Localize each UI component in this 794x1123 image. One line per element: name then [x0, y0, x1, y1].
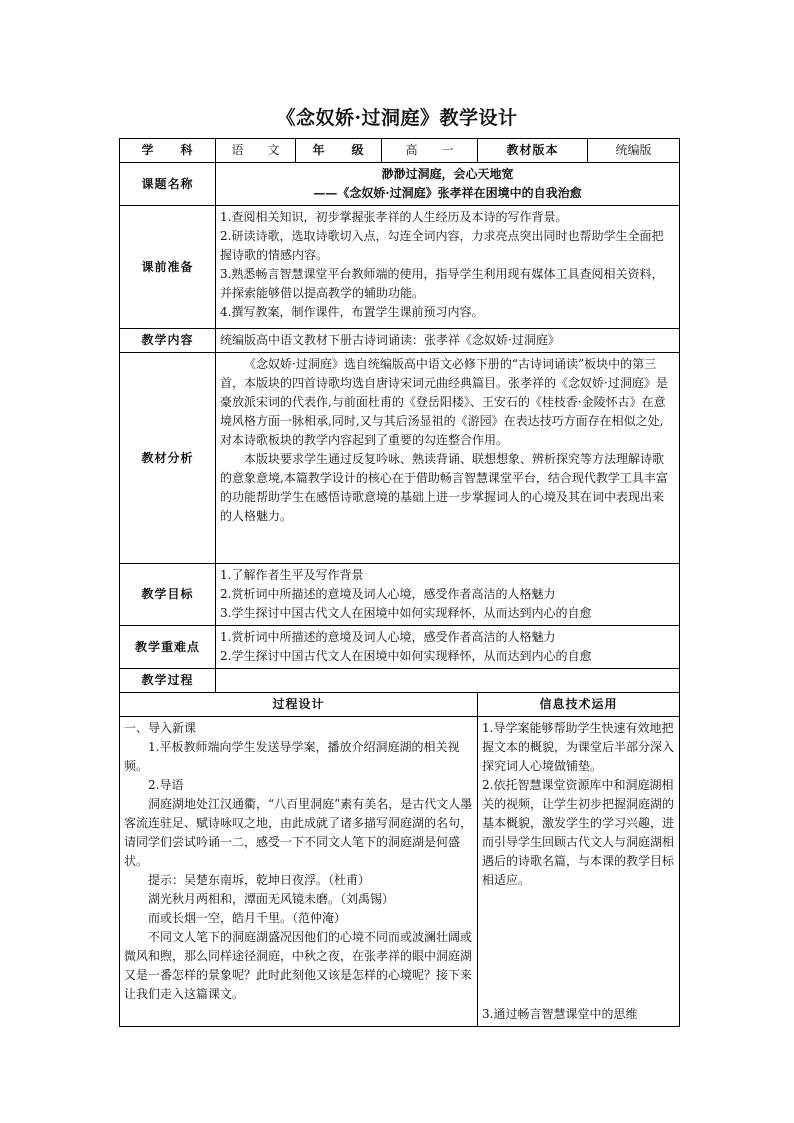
goals-content	[216, 564, 680, 626]
it-item-1: 1.导学案能够帮助学生快速有效地把握文本的概貌，为课堂后半部分深入探究词人心境做铺垫。	[482, 721, 675, 773]
topic-content	[216, 163, 680, 206]
analysis-label: 教材分析	[120, 353, 216, 564]
process-design-content	[120, 717, 478, 1027]
design-closing-paragraph: 不同文人笔下的洞庭湖盛况因他们的心境不同而或波澜壮阔或微风和煦，那么同样途径洞庭，中秋之夜，在张孝祥的眼中洞庭湖又是一番怎样的景象呢？此时此刻他又该是怎样的心境呢？接下来让我们走入这篇课文。	[124, 930, 473, 1001]
design-heading: 一、导入新课	[124, 721, 197, 735]
analysis-paragraph-2: 本版块要求学生通过反复吟咏、熟读背诵、联想想象、辨析探究等方法理解诗歌的意象意境,本篇教学设计的核心在于借助畅言智慧课堂平台，结合现代教学工具丰富的功能帮助学生在感悟诗歌意境的基础上进一步掌握词人的心境及其在词中表现出来的人格魅力。	[220, 452, 668, 523]
it-item-2: 2.依托智慧课堂资源库中和洞庭湖相关的视频，让学生初步把握洞庭湖的基本概貌，激发学生的学习兴趣，进而引导学生回顾古代文人与洞庭湖相遇后的诗歌名篇，与本课的教学目标相适应。	[482, 778, 675, 887]
goal-item: 3.学生探讨中国古代文人在困境中如何实现释怀，从而达到内心的自愈	[220, 606, 592, 620]
lesson-plan-table	[119, 138, 680, 1027]
topic-label: 课题名称	[120, 163, 216, 206]
design-step-2: 2.导语	[148, 778, 184, 792]
design-step-1: 1.平板教师端向学生发送导学案，播放介绍洞庭湖的相关视频。	[124, 740, 460, 773]
grade-value: 高 一	[382, 139, 478, 163]
subject-label: 学 科	[120, 139, 216, 163]
design-column-header: 过程设计	[120, 693, 478, 717]
subject-value: 语 文	[216, 139, 296, 163]
process-blank	[216, 669, 680, 693]
prep-item: 4.撰写教案，制作课件，布置学生课前预习内容。	[220, 305, 484, 319]
quote-1: 提示：吴楚东南坼，乾坤日夜浮。（杜甫）	[148, 873, 371, 887]
topic-line-1: 渺渺过洞庭，会心天地宽	[381, 167, 514, 181]
edition-label: 教材版本	[478, 139, 588, 163]
prep-label: 课前准备	[120, 206, 216, 329]
topic-line-2: ——《念奴娇·过洞庭》张孝祥在困境中的自我治愈	[313, 186, 582, 200]
process-label: 教学过程	[120, 669, 216, 693]
goal-item: 1.了解作者生平及写作背景	[220, 568, 364, 582]
prep-item: 1.查阅相关知识，初步掌握张孝祥的人生经历及本诗的写作背景。	[220, 210, 568, 224]
goals-label: 教学目标	[120, 564, 216, 626]
key-point-item: 1.赏析词中所描述的意境及词人心境，感受作者高洁的人格魅力	[220, 630, 556, 644]
content-text: 统编版高中语文教材下册古诗词诵读：张孝祥《念奴娇·过洞庭》	[216, 329, 680, 353]
edition-value: 统编版	[588, 139, 680, 163]
document-title: 《念奴娇·过洞庭》教学设计	[276, 107, 518, 129]
key-points-label: 教学重难点	[120, 626, 216, 669]
content-label: 教学内容	[120, 329, 216, 353]
process-it-content	[478, 717, 680, 1027]
it-item-3: 3.通过畅言智慧课堂中的思维	[482, 1007, 638, 1021]
quote-3: 而或长烟一空，皓月千里。（范仲淹）	[148, 911, 347, 925]
goal-item: 2.赏析词中所描述的意境及词人心境，感受作者高洁的人格魅力	[220, 587, 556, 601]
prep-item: 3.熟悉畅言智慧课堂平台教师端的使用，指导学生利用现有媒体工具查阅相关资料，并探索能够借以提高教学的辅助功能。	[220, 267, 664, 300]
prep-item: 2.研读诗歌，选取诗歌切入点，勾连全词内容，力求亮点突出同时也帮助学生全面把握诗歌的情感内容。	[220, 229, 664, 262]
key-point-item: 2.学生探讨中国古代文人在困境中如何实现释怀，从而达到内心的自愈	[220, 649, 592, 663]
quote-2: 湖光秋月两相和，潭面无风镜未磨。（刘禹锡）	[148, 892, 395, 906]
grade-label: 年 级	[296, 139, 382, 163]
key-points-content	[216, 626, 680, 669]
prep-content	[216, 206, 680, 329]
analysis-paragraph-1: 《念奴娇·过洞庭》选自统编版高中语文必修下册的“古诗词诵读”板块中的第三首，本版块的四首诗歌均选自唐诗宋词元曲经典篇目。张孝祥的《念奴娇·过洞庭》是豪放派宋词的代表作,与前面杜甫的《登岳阳楼》、王安石的《桂枝香·金陵怀古》在意境风格方面一脉相承,同时,又与其后汤显祖的《游园》在表达技巧方面存在相似之处,对本诗歌板块的教学内容起到了重要的勾连整合作用。	[220, 357, 668, 447]
it-column-header: 信息技术运用	[478, 693, 680, 717]
design-step-2-text: 洞庭湖地处江汉通衢，“八百里洞庭”素有美名，是古代文人墨客流连驻足、赋诗咏叹之地，由此成就了诸多描写洞庭湖的名句，请同学们尝试吟诵一二，感受一下不同文人笔下的洞庭湖是何盛状。	[124, 797, 473, 868]
analysis-content	[216, 353, 680, 564]
